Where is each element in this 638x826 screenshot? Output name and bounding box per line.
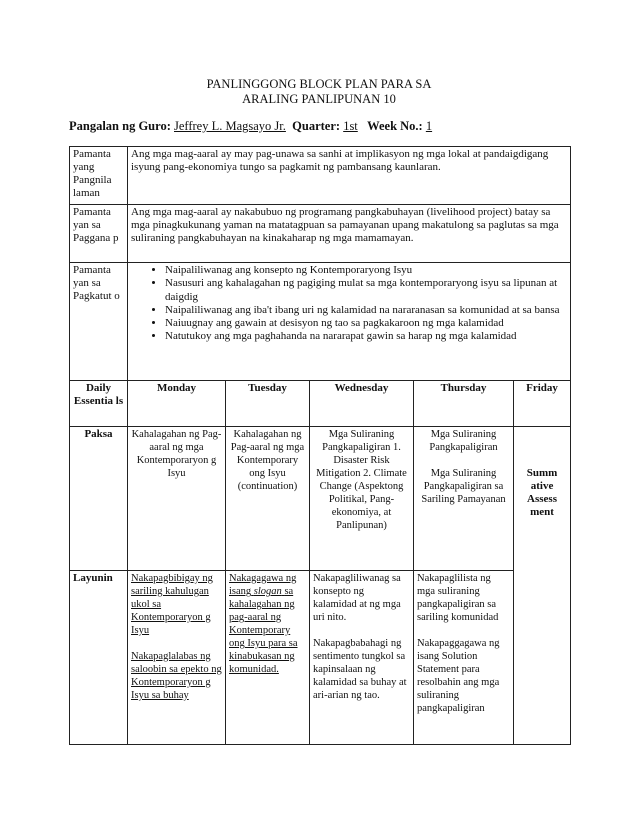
list-item: • Naiuugnay ang gawain at desisyon ng tao sa pagkakaroon ng mga kalamidad [165,317,567,330]
list-item: • Naipaliliwanag ang iba't ibang uri ng kalamidad na nararanasan sa komunidad at sa bansa [165,304,567,317]
row-label-layunin: Layunin [70,571,128,745]
table-row [70,427,571,571]
list-item: • Nasusuri ang kahalagahan ng pagiging mulat sa mga kontemporaryong isyu sa lipunan at daigdig [165,277,567,304]
table-row [70,147,571,205]
paksa-tuesday: Kahalagahan ng Pag-aaral ng mga Kontemporary ong Isyu (continuation) [226,427,310,571]
row-label-paksa: Paksa [70,427,128,571]
title-line-1: PANLINGGONG BLOCK PLAN PARA SA [206,77,432,91]
layunin-tuesday-post: sa kahalagahan ng pag-aaral ng Kontemporary ong Isyu para sa kinabukasan ng komunidad. [229,586,298,675]
header-tuesday: Tuesday [226,381,310,427]
layunin-thursday [414,571,514,745]
teacher-label: Pangalan ng Guro: [69,119,171,133]
block-plan-table [69,146,571,745]
layunin-tuesday-pre: Nakagagawa ng isang [229,573,297,597]
layunin-tuesday-em: slogan [253,586,282,597]
list-item: • Natutukoy ang mga paghahanda na nararapat gawin sa harap ng mga kalamidad [165,330,567,343]
header-wednesday: Wednesday [310,381,414,427]
row-label-pamantayan-sa-pagganap: Pamanta yan sa Paggana p [70,205,128,263]
layunin-wednesday [310,571,414,745]
layunin-wednesday-b: Nakapagbabahagi ng sentimento tungkol sa kapinsalaan ng kalamidad sa buhay at ari-arian ng tao. [313,638,407,701]
title-line-2: ARALING PANLIPUNAN 10 [242,92,396,106]
table-row [70,571,571,745]
table-row [70,263,571,381]
layunin-wednesday-a: Nakapagliliwanag sa konsepto ng kalamidad at ng mga uri nito. [313,573,401,623]
paksa-monday: Kahalagahan ng Pag-aaral ng mga Kontemporaryon g Isyu [128,427,226,571]
paksa-wednesday: Mga Suliraning Pangkapaligiran 1. Disaster Risk Mitigation 2. Climate Change (Aspektong Politikal, Pang-ekonomiya, at Panlipunan) [310,427,414,571]
layunin-thursday-a: Nakapaglilista ng mga suliraning pangkapaligiran sa sariling komunidad [417,573,499,623]
header-monday: Monday [128,381,226,427]
layunin-thursday-b: Nakapaggagawa ng isang Solution Statement para resolbahin ang mga suliraning pangkapaligiran [417,638,500,714]
layunin-monday-b: Nakapaglalabas ng saloobin sa epekto ng Kontemporaryon g Isyu sa buhay [131,651,222,701]
teacher-name: Jeffrey L. Magsayo Jr. [174,119,286,133]
header-daily-essentials: Daily Essentia ls [70,381,128,427]
document-title [0,77,638,107]
quarter-label: Quarter: [292,119,341,133]
pamantayan-sa-pagkatuto-cell [128,263,571,381]
row-label-pamantayan-sa-pagkatuto: Pamanta yan sa Pagkatut o [70,263,128,381]
pamantayang-pangnilalaman-text: Ang mga mag-aaral ay may pag-unawa sa sanhi at implikasyon ng mga lokal at pandaigdigang isyung pang-ekonomiya tungo sa pagkamit ng pambansang kaunlaran. [128,147,571,205]
header-friday: Friday [514,381,571,427]
list-item: • Naipaliliwanag ang konsepto ng Kontemporaryong Isyu [165,264,567,277]
week-value: 1 [425,119,433,133]
paksa-friday: Summ ative Assess ment [514,427,571,745]
row-label-pamantayang-pangnilalaman: Pamanta yang Pangnila laman [70,147,128,205]
table-row [70,205,571,263]
layunin-tuesday [226,571,310,745]
week-label: Week No.: [367,119,423,133]
pamantayan-sa-pagganap-text: Ang mga mag-aaral ay nakabubuo ng programang pangkabuhayan (livelihood project) batay sa mga pinagkukunang yaman na matatagpuan sa pamayanan upang makatulong sa paglutas sa mga suliraning pangkabuhayan na kinakaharap ng mga mamamayan. [128,205,571,263]
table-header-row [70,381,571,427]
paksa-thursday-a: Mga Suliraning Pangkapaligiran [429,429,498,453]
learning-objectives-list [131,264,567,344]
layunin-monday-a: Nakapagbibigay ng sariling kahulugan ukol sa Kontemporaryon g Isyu [131,573,213,636]
paksa-thursday-b: Mga Suliraning Pangkapaligiran sa Sariling Pamayanan [421,468,506,505]
quarter-value: 1st [343,119,358,133]
paksa-thursday [414,427,514,571]
header-thursday: Thursday [414,381,514,427]
teacher-info-line [69,119,432,134]
layunin-monday [128,571,226,745]
